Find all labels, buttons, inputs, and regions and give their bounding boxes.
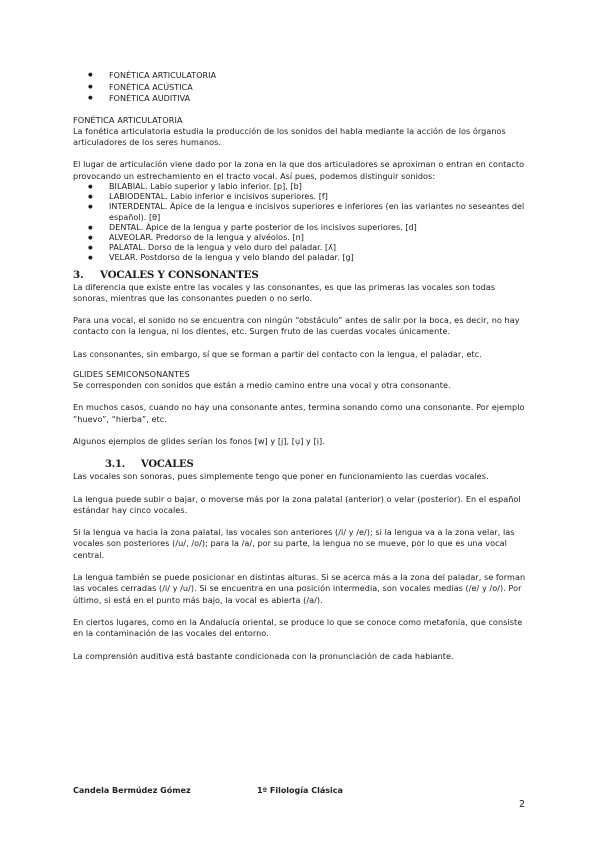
list-item: ● FONÉTICA AUDITIVA [88, 93, 528, 105]
list-item: ● LABIODENTAL. Labio inferior e incisivos superiores. [f] [88, 192, 528, 202]
paragraph: El lugar de articulación viene dado por la zona en la que dos articuladores se aproximan o entran en contacto provocando un estrechamiento en el tracto vocal. Así pues, podemos distinguir sonidos: [73, 159, 525, 181]
paragraph: Se corresponden con sonidos que están a medio camino entre una vocal y otra consonante. [73, 380, 451, 391]
section-heading-3 [73, 269, 528, 282]
paragraph: Las consonantes, sin embargo, sí que se forman a partir del contacto con la lengua, el paladar, etc. [73, 348, 482, 359]
paragraph: Si la lengua va hacia la zona palatal, las vocales son anteriores (/i/ y /e/); si la lengua va a la zona velar, las vocales son posteriores (/u/, /o/); para la /a/, por su parte, la lengua no se mueve, por lo que es una vocal central. [73, 527, 515, 560]
list-item: ● INTERDENTAL. Ápice de la lengua e incisivos superiores e inferiores (en las variantes no seseantes del español). [θ] [88, 202, 528, 222]
footer-course: 1º Filología Clásica [257, 786, 343, 795]
list-item: ● DENTAL. Ápice de la lengua y parte posterior de los incisivos superiores. [d] [88, 223, 528, 233]
section-title: VOCALES [141, 459, 194, 471]
page-body [73, 70, 528, 662]
list-item: ● VELAR. Postdorso de la lengua y velo blando del paladar. [g] [88, 253, 528, 263]
paragraph: Las vocales son sonoras, pues simplemente tengo que poner en funcionamiento las cuerdas vocales. [73, 471, 489, 482]
paragraph: La diferencia que existe entre las vocales y las consonantes, es que las primeras las vocales son todas sonoras, mientras que las consonantes pueden o no serlo. [73, 281, 496, 303]
section-number: 3. [73, 268, 84, 281]
list-item: ● PALATAL. Dorso de la lengua y velo duro del paladar. [ʎ] [88, 243, 528, 253]
list-item: ● BILABIAL. Labio superior y labio inferior. [p], [b] [88, 182, 528, 192]
paragraph: Algunos ejemplos de glides serían los fonos [w] y [j], [ụ] y [ị]. [73, 435, 325, 446]
list-item: ● FONÉTICA ACÚSTICA [88, 82, 528, 94]
articulation-places-list [88, 182, 528, 264]
paragraph: La lengua puede subir o bajar, o moverse más por la zona palatal (anterior) o velar (posterior). En el español estándar hay cinco vocales. [73, 493, 521, 515]
paragraph: Para una vocal, el sonido no se encuentra con ningún “obstáculo” antes de salir por la boca, es decir, no hay contacto con la lengua, ni los dientes, etc. Surgen fruto de las cuerdas vocales únicamente. [73, 315, 520, 337]
page-number: 2 [519, 799, 526, 810]
list-item: ● ALVEOLAR. Predorso de la lengua y alvéolos. [n] [88, 233, 528, 243]
list-item: ● FONÉTICA ARTICULATORIA [88, 70, 528, 82]
section-number: 3.1. [105, 459, 126, 471]
paragraph: La comprensión auditiva está bastante condicionada con la pronunciación de cada habiante. [73, 650, 454, 661]
footer-author: Candela Bermúdez Gómez [73, 786, 191, 795]
phonetics-branches-list [88, 70, 528, 105]
glides-title: GLIDES SEMICONSONANTES [73, 369, 190, 380]
paragraph: La fonética articulatoria estudia la producción de los sonidos del habla mediante la acción de los órganos articuladores de los seres humanos. [73, 125, 506, 148]
section-heading-3-1 [105, 458, 528, 471]
section-title: VOCALES Y CONSONANTES [100, 268, 259, 281]
paragraph: En ciertos lugares, como en la Andalucía oriental, se produce lo que se conoce como metafonía, que consiste en la contaminación de las vocales del entorno. [73, 616, 523, 639]
paragraph: La lengua también se puede posicionar en distintas alturas. Si se acerca más a la zona del paladar, se forman las vocales cerradas (/i/ y /u/). Si se encuentra en una posición intermedia, son vocales medias (/e/ y /o/). Por último, si está en el punto más bajo, la vocal es abierta (/a/). [73, 572, 526, 605]
articulatoria-title: FONÉTICA ARTICULATORIA [73, 114, 183, 125]
paragraph: En muchos casos, cuando no hay una consonante antes, termina sonando como una consonante. Por ejemplo “huevo”, “hierba”, etc. [73, 402, 525, 424]
